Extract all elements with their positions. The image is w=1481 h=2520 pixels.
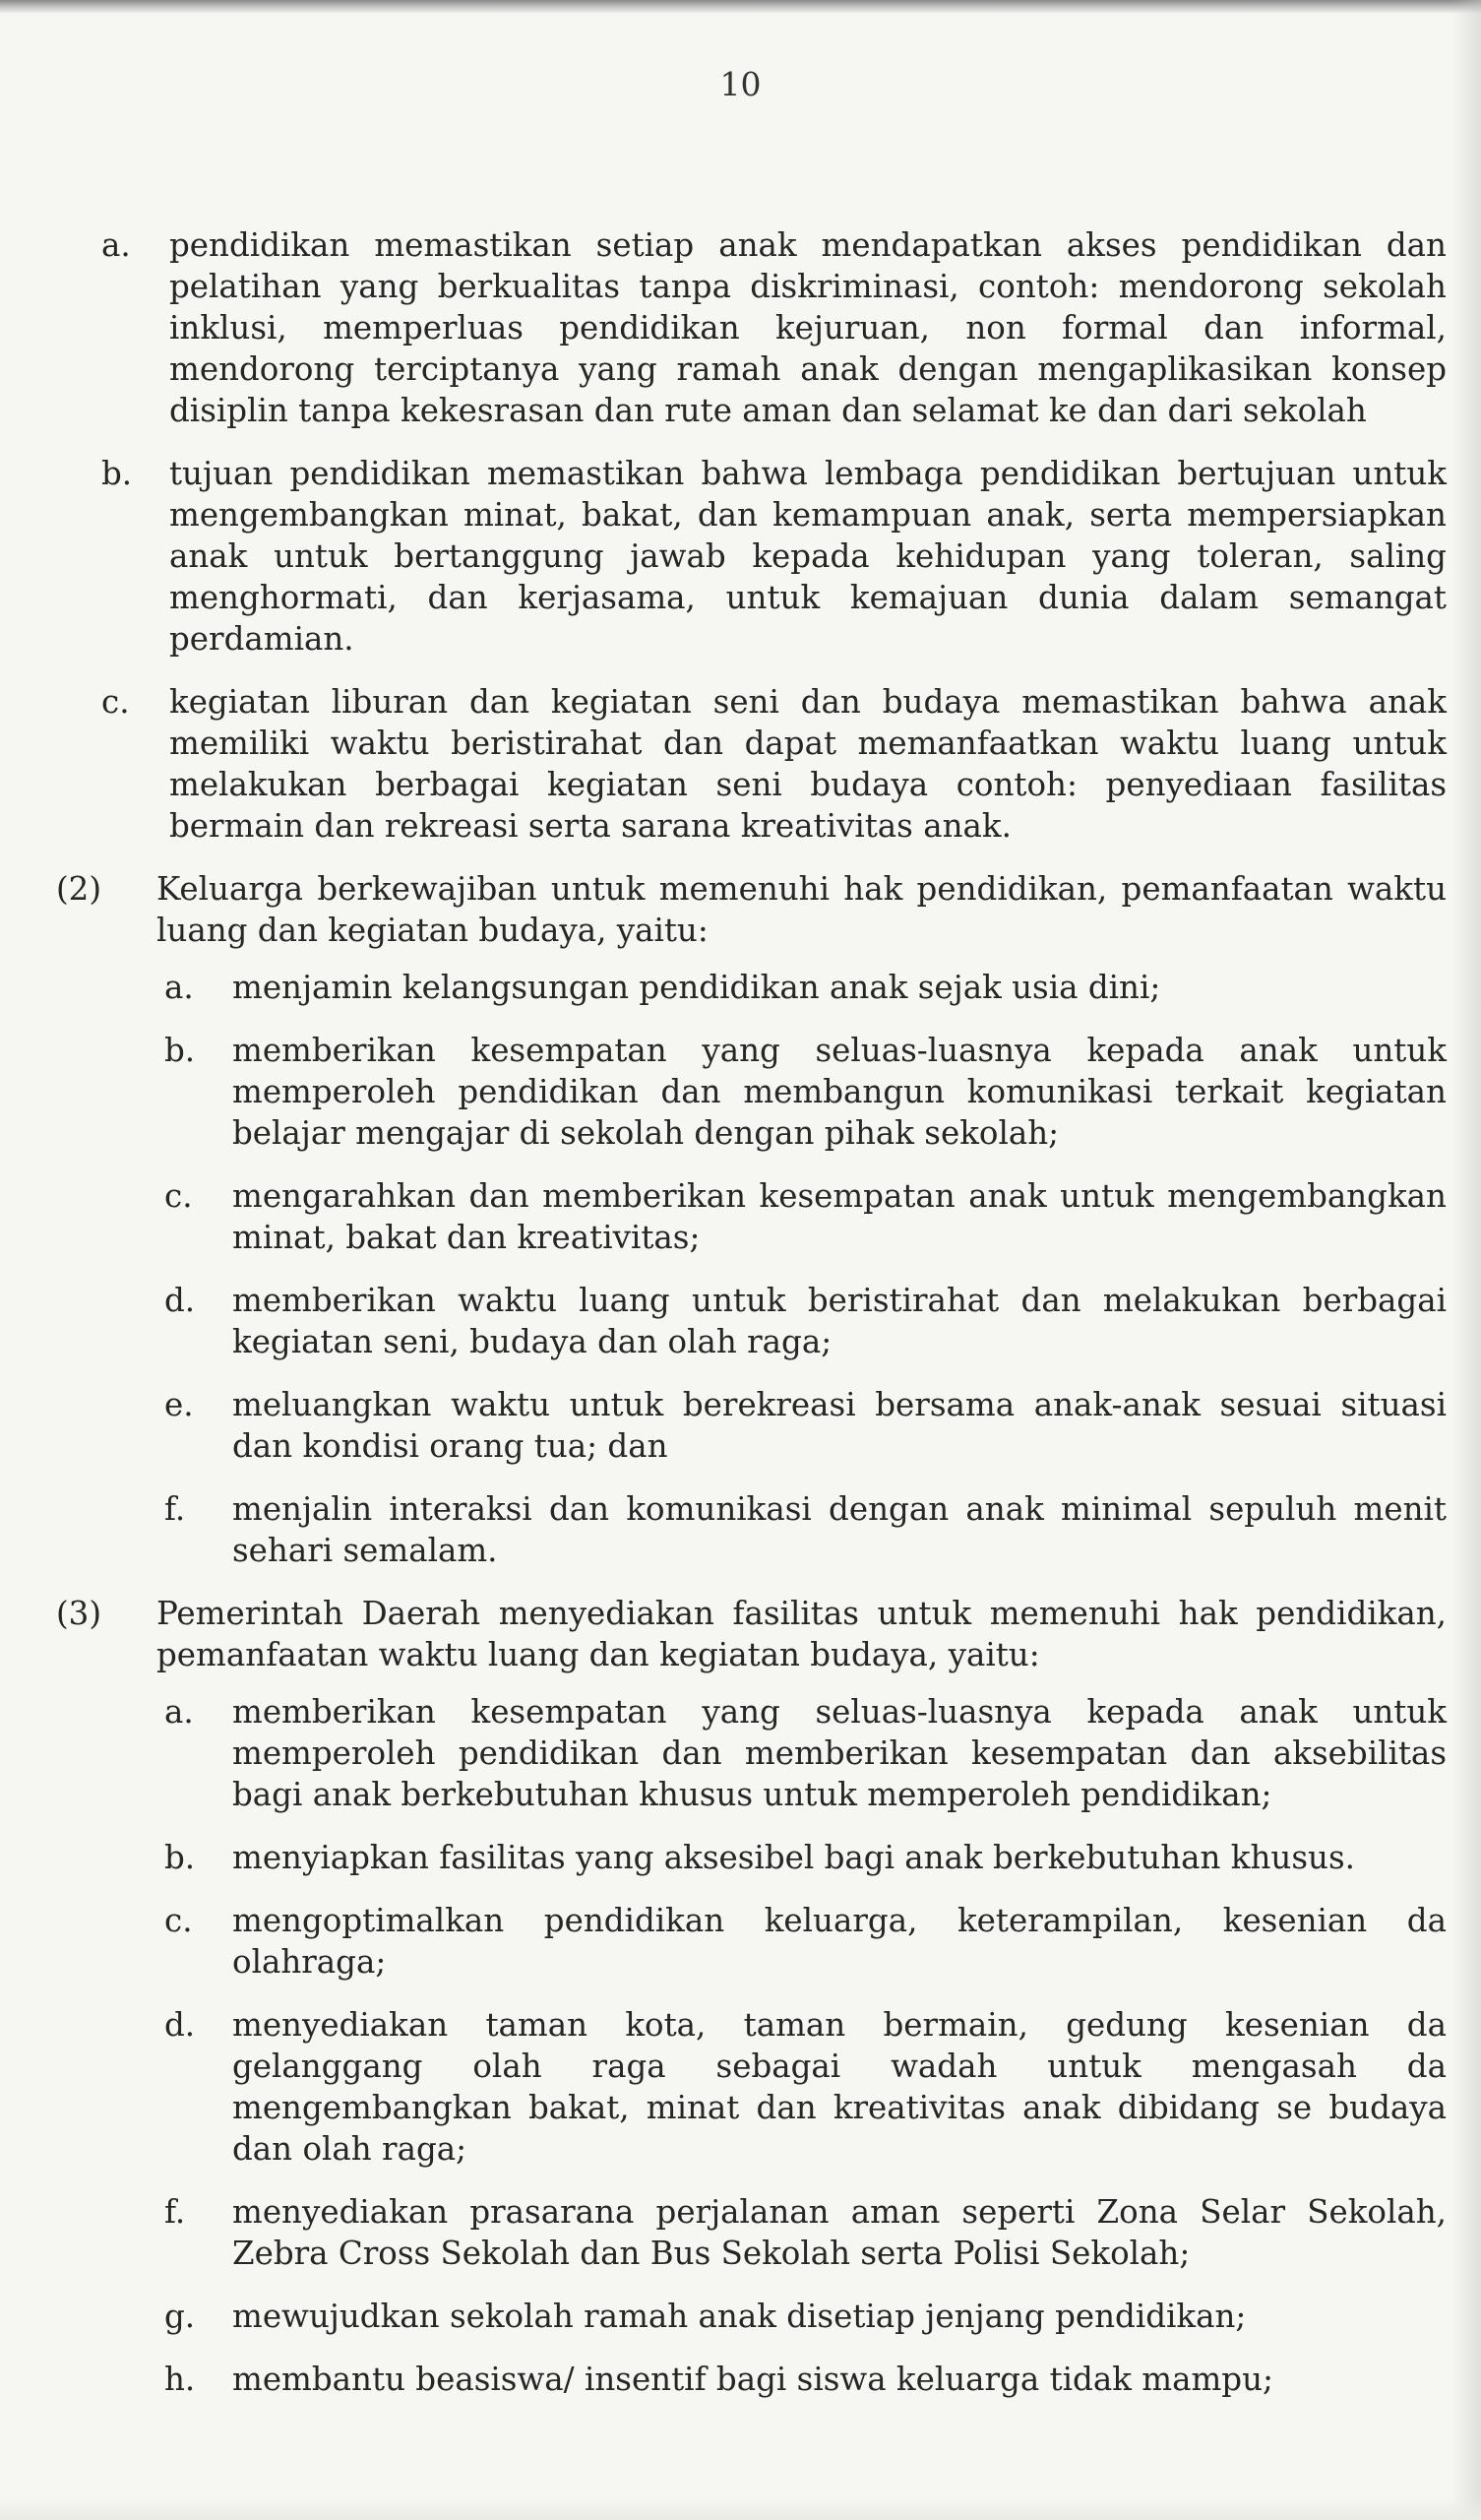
- scan-bottom-edge: [0, 2495, 1481, 2520]
- scan-top-edge: [0, 0, 1481, 14]
- list-item: [156, 2191, 1447, 2274]
- list-item: [156, 1280, 1447, 1362]
- list-item: [156, 1691, 1447, 1815]
- list-item-text: menyiapkan fasilitas yang aksesibel bagi anak berkebutuhan khusus.: [232, 1839, 1355, 1876]
- list-item: [156, 1030, 1447, 1154]
- list-item-text: membantu beasiswa/ insentif bagi siswa keluarga tidak mampu;: [232, 2361, 1273, 2398]
- list-item: [156, 967, 1447, 1008]
- section-marker: (3): [56, 1595, 102, 1632]
- list-item: [156, 1900, 1447, 1983]
- section-marker: (2): [56, 870, 102, 908]
- list-marker: a.: [164, 1693, 194, 1731]
- list-item-text: mengoptimalkan pendidikan keluarga, keterampilan, kesenian da olahraga;: [232, 1902, 1447, 1981]
- list-marker: a.: [164, 969, 194, 1006]
- list-marker: e.: [164, 1386, 194, 1423]
- list-marker: d.: [164, 1282, 196, 1319]
- list-marker: f.: [164, 2193, 186, 2231]
- list-item-text: memberikan waktu luang untuk beristirahat dan melakukan berbagai kegiatan seni, budaya dan olah raga;: [232, 1282, 1447, 1360]
- section-3-list: [156, 1691, 1447, 2400]
- section-text: Pemerintah Daerah menyediakan fasilitas untuk memenuhi hak pendidikan, pemanfaatan waktu luang dan kegiatan budaya, yaitu:: [156, 1595, 1447, 1673]
- list-item-text: tujuan pendidikan memastikan bahwa lembaga pendidikan bertujuan untuk mengembangkan minat, bakat, dan kemampuan anak, serta mempersiapkan anak untuk bertanggung jawab kepada kehidupan yang toleran, saling menghormati, dan kerjasama, untuk kemajuan dunia dalam semangat perdamian.: [169, 455, 1447, 658]
- list-item: [93, 453, 1447, 660]
- list-item-text: mewujudkan sekolah ramah anak disetiap jenjang pendidikan;: [232, 2298, 1247, 2335]
- list-item-text: menyediakan prasarana perjalanan aman seperti Zona Selar Sekolah, Zebra Cross Sekolah dan Bus Sekolah serta Polisi Sekolah;: [232, 2193, 1447, 2272]
- list-item-text: menjamin kelangsungan pendidikan anak sejak usia dini;: [232, 969, 1161, 1006]
- list-marker: c.: [164, 1902, 193, 1939]
- list-item: [156, 2359, 1447, 2400]
- section-text: Keluarga berkewajiban untuk memenuhi hak pendidikan, pemanfaatan waktu luang dan kegiatan budaya, yaitu:: [156, 870, 1447, 949]
- list-marker: b.: [164, 1839, 196, 1876]
- list-item-text: menyediakan taman kota, taman bermain, gedung kesenian da gelanggang olah raga sebagai wadah untuk mengasah da mengembangkan bakat, minat dan kreativitas anak dibidang se budaya dan olah raga;: [232, 2006, 1447, 2168]
- list-marker: b.: [164, 1032, 196, 1069]
- list-item: [156, 1837, 1447, 1878]
- list-marker: a.: [101, 226, 131, 264]
- list-item-text: memberikan kesempatan yang seluas-luasnya kepada anak untuk memperoleh pendidikan dan membangun komunikasi terkait kegiatan belajar mengajar di sekolah dengan pihak sekolah;: [232, 1032, 1447, 1152]
- list-item-text: memberikan kesempatan yang seluas-luasnya kepada anak untuk memperoleh pendidikan dan memberikan kesempatan dan aksebilitas bagi anak berkebutuhan khusus untuk memperoleh pendidikan;: [232, 1693, 1447, 1813]
- list-marker: g.: [164, 2298, 196, 2335]
- section-1-list: [93, 224, 1447, 847]
- list-item-text: kegiatan liburan dan kegiatan seni dan budaya memastikan bahwa anak memiliki waktu beristirahat dan dapat memanfaatkan waktu luang untuk melakukan berbagai kegiatan seni budaya contoh: penyediaan fasilitas bermain dan rekreasi serta sarana kreativitas anak.: [169, 683, 1447, 845]
- list-marker: d.: [164, 2006, 196, 2044]
- list-item-text: meluangkan waktu untuk berekreasi bersama anak-anak sesuai situasi dan kondisi orang tua; dan: [232, 1386, 1447, 1465]
- list-item-text: menjalin interaksi dan komunikasi dengan anak minimal sepuluh menit sehari semalam.: [232, 1490, 1447, 1569]
- list-item: [93, 681, 1447, 847]
- list-item: [156, 1175, 1447, 1258]
- list-item: [156, 1488, 1447, 1571]
- page-number: 10: [719, 65, 762, 103]
- list-item: [156, 1384, 1447, 1467]
- list-marker: h.: [164, 2361, 196, 2398]
- list-marker: c.: [101, 683, 130, 721]
- list-item-text: pendidikan memastikan setiap anak mendapatkan akses pendidikan dan pelatihan yang berkualitas tanpa diskriminasi, contoh: mendorong sekolah inklusi, memperluas pendidikan kejuruan, non formal dan informal, mendorong terciptanya yang ramah anak dengan mengaplikasikan konsep disiplin tanpa kekesrasan dan rute aman dan selamat ke dan dari sekolah: [169, 226, 1447, 429]
- section-2-list: [156, 967, 1447, 1571]
- list-marker: f.: [164, 1490, 186, 1528]
- list-item: [156, 2296, 1447, 2337]
- list-item: [93, 224, 1447, 431]
- list-item-text: mengarahkan dan memberikan kesempatan anak untuk mengembangkan minat, bakat dan kreativitas;: [232, 1177, 1447, 1256]
- section-3-heading: [56, 1593, 1447, 1675]
- list-marker: c.: [164, 1177, 193, 1215]
- section-2-heading: [56, 868, 1447, 951]
- document-body: [56, 224, 1447, 2422]
- scan-right-shadow: [1451, 0, 1481, 2520]
- list-marker: b.: [101, 455, 133, 492]
- list-item: [156, 2004, 1447, 2170]
